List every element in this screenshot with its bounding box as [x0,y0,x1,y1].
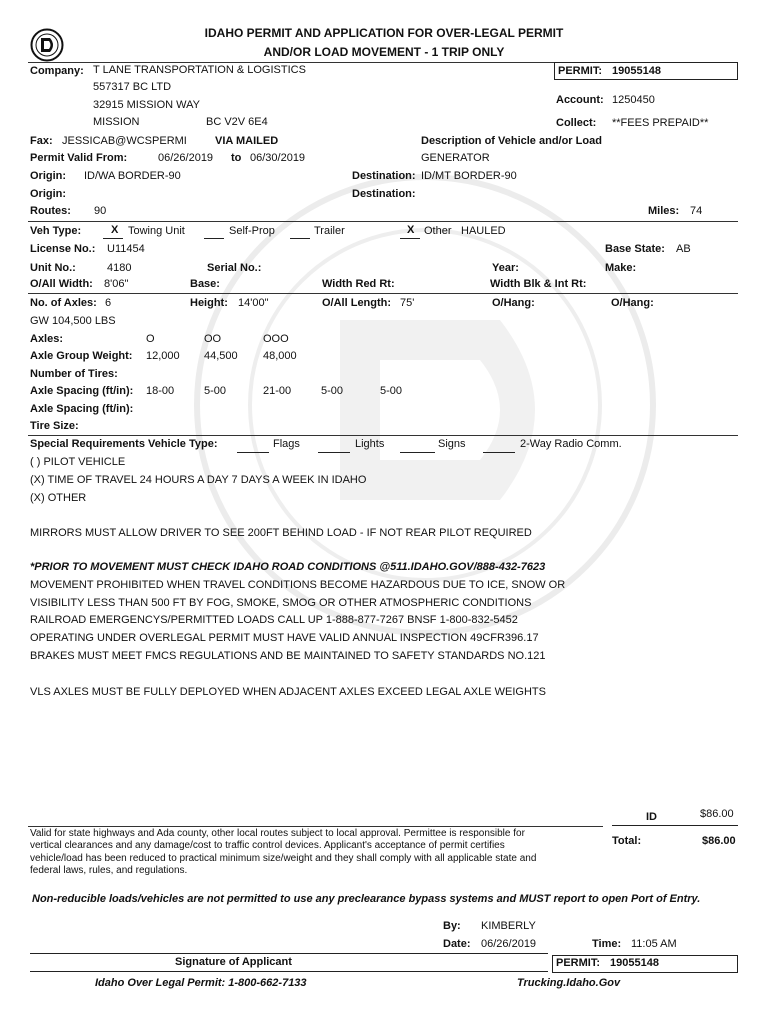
date-label: Date: [443,938,471,950]
width-red-label: Width Red Rt: [322,278,395,290]
origin-label-2: Origin: [30,188,67,200]
base-label: Base: [190,278,220,290]
time-of-travel: (X) TIME OF TRAVEL 24 HOURS A DAY 7 DAYS A WEEK IN IDAHO [30,474,367,486]
make-label: Make: [605,262,637,274]
prior-movement-notice: *PRIOR TO MOVEMENT MUST CHECK IDAHO ROAD CONDITIONS @511.IDAHO.GOV/888-432-7623 [30,561,546,573]
origin-value: ID/WA BORDER-90 [84,170,181,182]
company-region: BC V2V 6E4 [206,116,268,128]
fax-via: VIA MAILED [215,135,279,147]
fee-id-amount: $86.00 [700,808,734,820]
unit-label: Unit No.: [30,262,76,274]
legal-line-3: vehicle/load has been reduced to practical minimum size/weight and they shall comply with all applicable state and [30,853,537,864]
oall-width-value: 8'06" [104,278,129,290]
axle-spacing-2: 5-00 [204,385,227,397]
axle-group-2: OO [204,333,222,345]
condition-line-1: MOVEMENT PROHIBITED WHEN TRAVEL CONDITIONS BECOME HAZARDOUS DUE TO ICE, SNOW OR [30,579,566,591]
axles-label: Axles: [30,333,64,345]
by-value: KIMBERLY [481,920,536,932]
axle-group-weight-1: 12,000 [146,350,180,362]
signature-label: Signature of Applicant [175,956,292,968]
special-lights: Lights [355,438,385,450]
special-radio: 2-Way Radio Comm. [520,438,622,450]
legal-line-2: vertical clearances and any damage/cost to traffic control devices. Applicant's acceptance of permit certifies [30,840,505,851]
company-label: Company: [30,65,84,77]
routes-label: Routes: [30,205,71,217]
unit-value: 4180 [107,262,132,274]
serial-label: Serial No.: [207,262,262,274]
description-value: GENERATOR [421,152,490,164]
by-label: By: [443,920,461,932]
description-label: Description of Vehicle and/or Load [421,135,602,147]
company-city: MISSION [93,116,140,128]
veh-type-label: Veh Type: [30,225,82,237]
vls-axles-notice: VLS AXLES MUST BE FULLY DEPLOYED WHEN ADJACENT AXLES EXCEED LEGAL AXLE WEIGHTS [30,686,546,698]
axle-spacing-1: 18-00 [146,385,175,397]
permit-number: 19055148 [612,65,661,77]
length-label: O/All Length: [322,297,392,309]
footer-phone: Idaho Over Legal Permit: 1-800-662-7133 [95,977,307,989]
company-name: T LANE TRANSPORTATION & LOGISTICS [93,64,306,76]
company-address: 32915 MISSION WAY [93,99,200,111]
footer-website[interactable]: Trucking.Idaho.Gov [517,977,621,989]
fee-id-label: ID [646,811,657,823]
special-flags: Flags [273,438,300,450]
ohang-label: O/Hang: [492,297,535,309]
gross-weight: GW 104,500 LBS [30,315,116,327]
collect-value: **FEES PREPAID** [612,117,709,129]
axle-spacing-5: 5-00 [380,385,403,397]
fax-label: Fax: [30,135,53,147]
oall-width-label: O/All Width: [30,278,93,290]
axle-spacing-4: 5-00 [321,385,344,397]
non-reducible-notice: Non-reducible loads/vehicles are not permitted to use any preclearance bypass systems and MUST report to open Port of Entry. [32,893,701,905]
condition-line-4: OPERATING UNDER OVERLEGAL PERMIT MUST HAVE VALID ANNUAL INSPECTION 49CFR396.17 [30,632,539,644]
axle-spacing-3: 21-00 [263,385,292,397]
height-label: Height: [190,297,228,309]
valid-from-date: 06/26/2019 [158,152,214,164]
miles-label: Miles: [648,205,680,217]
veh-type-selfprop: Self-Prop [229,225,275,237]
mirrors-requirement: MIRRORS MUST ALLOW DRIVER TO SEE 200FT BEHIND LOAD - IF NOT REAR PILOT REQUIRED [30,527,532,539]
miles-value: 74 [690,205,703,217]
valid-from-label: Permit Valid From: [30,152,128,164]
axle-group-weight-2: 44,500 [204,350,238,362]
axle-group-1: O [146,333,155,345]
pilot-vehicle: ( ) PILOT VEHICLE [30,456,126,468]
year-label: Year: [492,262,519,274]
base-state-value: AB [676,243,691,255]
axle-group-weight-3: 48,000 [263,350,297,362]
account-label: Account: [556,94,604,106]
fax-value: JESSICAB@WCSPERMI [62,135,187,147]
legal-line-4: federal laws, rules, and regulations. [30,865,188,876]
other-requirement: (X) OTHER [30,492,87,504]
permit-label: PERMIT: [558,65,602,77]
legal-line-1: Valid for state highways and Ada county, other local routes subject to local approval. Permittee is responsible for [30,828,525,839]
tire-size-label: Tire Size: [30,420,79,432]
axle-spacing-label: Axle Spacing (ft/in): [30,385,134,397]
width-blk-label: Width Blk & Int Rt: [490,278,587,290]
special-signs: Signs [438,438,466,450]
height-value: 14'00" [238,297,269,309]
license-value: U11454 [107,243,145,255]
fee-total-amount: $86.00 [702,835,736,847]
condition-line-3: RAILROAD EMERGENCYS/PERMITTED LOADS CALL UP 1-888-877-7267 BNSF 1-800-832-5452 [30,614,518,626]
form-title-line1: IDAHO PERMIT AND APPLICATION FOR OVER-LEGAL PERMIT [204,26,564,40]
valid-to-label: to [231,152,242,164]
origin-label: Origin: [30,170,67,182]
footer-permit-number: 19055148 [610,957,659,969]
footer-permit-label: PERMIT: [556,957,600,969]
destination-value: ID/MT BORDER-90 [421,170,517,182]
valid-to-date: 06/30/2019 [250,152,306,164]
special-req-label: Special Requirements Vehicle Type: [30,438,218,450]
axle-count-value: 6 [105,297,112,309]
collect-label: Collect: [556,117,597,129]
routes-value: 90 [94,205,107,217]
other-check-mark: X [407,224,415,236]
towing-check-mark: X [111,224,119,236]
company-line2: 557317 BC LTD [93,81,172,93]
base-state-label: Base State: [605,243,665,255]
license-label: License No.: [30,243,96,255]
date-value: 06/26/2019 [481,938,537,950]
veh-type-trailer: Trailer [314,225,345,237]
form-title-line2: AND/OR LOAD MOVEMENT - 1 TRIP ONLY [263,45,505,59]
fee-total-label: Total: [612,835,642,847]
veh-type-other-value: HAULED [461,225,506,237]
axle-count-label: No. of Axles: [30,297,97,309]
tires-label: Number of Tires: [30,368,118,380]
condition-line-2: VISIBILITY LESS THAN 500 FT BY FOG, SMOKE, SMOG OR OTHER ATMOSPHERIC CONDITIONS [30,597,532,609]
destination-label-2: Destination: [352,188,416,200]
veh-type-other: Other [424,225,452,237]
length-value: 75' [400,297,415,309]
veh-type-towing: Towing Unit [128,225,185,237]
account-value: 1250450 [612,94,655,106]
ohang-label-2: O/Hang: [611,297,654,309]
axle-group-weight-label: Axle Group Weight: [30,350,133,362]
destination-label: Destination: [352,170,416,182]
axle-group-3: OOO [263,333,289,345]
condition-line-5: BRAKES MUST MEET FMCS REGULATIONS AND BE MAINTAINED TO SAFETY STANDARDS NO.121 [30,650,546,662]
time-label: Time: [592,938,622,950]
axle-spacing-label-2: Axle Spacing (ft/in): [30,403,134,415]
time-value: 11:05 AM [631,938,677,950]
